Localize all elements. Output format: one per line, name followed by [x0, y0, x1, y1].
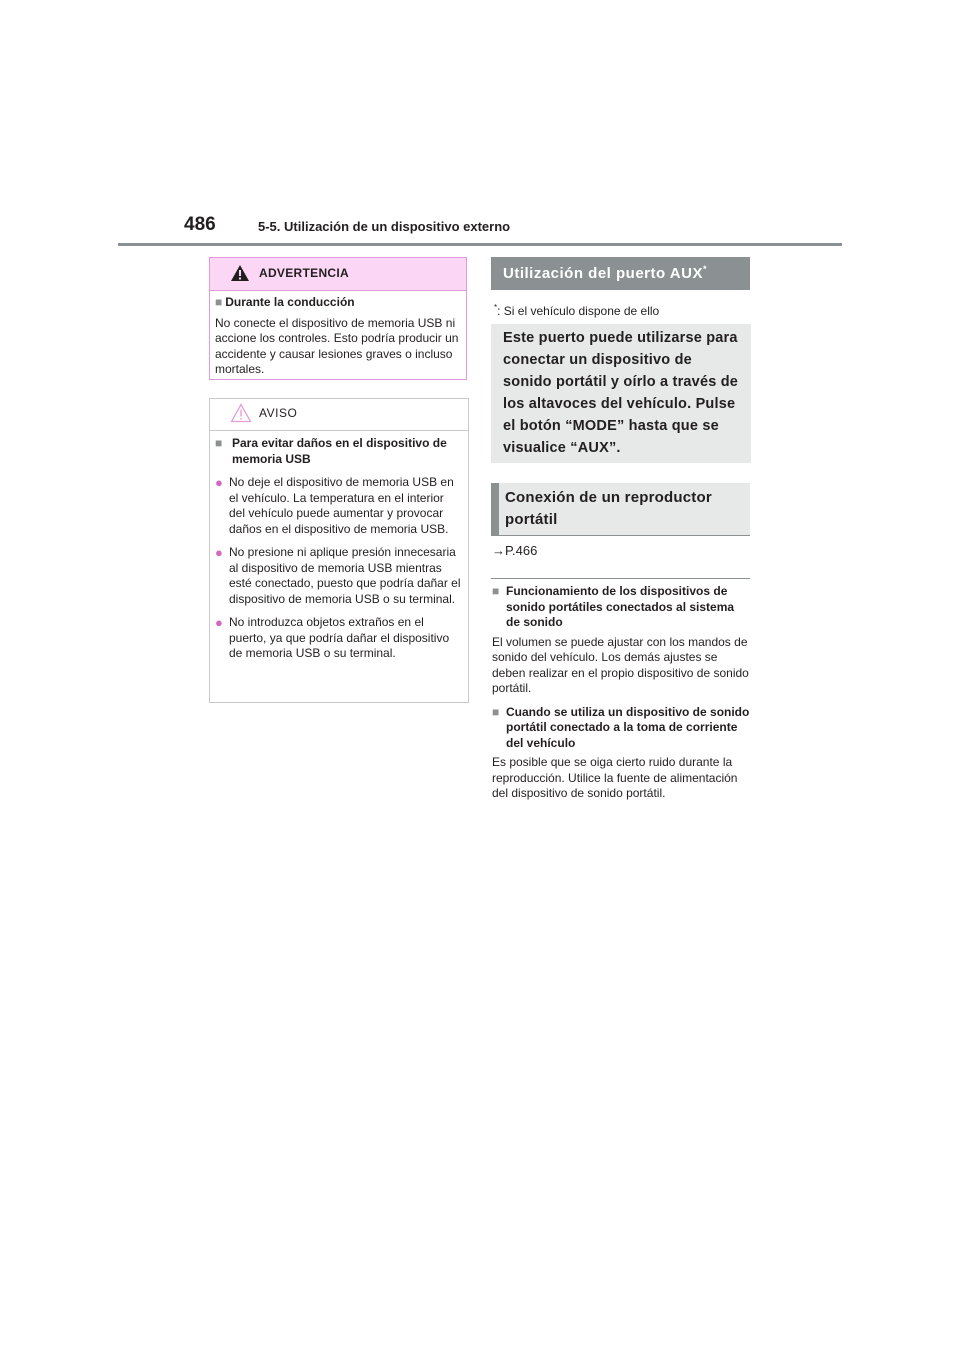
- notes-list: [492, 584, 750, 810]
- aux-section-title: Utilización del puerto AUX*: [503, 264, 707, 282]
- notice-title: AVISO: [259, 406, 298, 420]
- caution-triangle-icon: [230, 403, 252, 428]
- round-bullet-icon: ●: [215, 615, 223, 630]
- header-divider: [118, 243, 842, 246]
- notes-divider: [491, 578, 750, 579]
- notice-heading: ■ Para evitar daños en el dispositivo de memoria USB: [215, 436, 447, 466]
- warning-text: No conecte el dispositivo de memoria USB ni accione los controles. Esto podría producir un accidente y causar lesiones graves o incluso mortales.: [215, 315, 459, 376]
- page-reference-link[interactable]: →P.466: [492, 543, 538, 558]
- aux-section-banner: [491, 257, 750, 290]
- connect-section-header: [491, 483, 750, 536]
- aux-intro-box: [491, 324, 751, 463]
- warning-title: ADVERTENCIA: [259, 266, 349, 280]
- note-text: Es posible que se oiga cierto ruido durante la reproducción. Utilice la fuente de alimentación del dispositivo de sonido portátil.: [492, 755, 738, 800]
- square-bullet-icon: ■: [492, 584, 500, 598]
- note-heading: ■ Cuando se utiliza un dispositivo de sonido portátil conectado a la toma de corriente del vehículo: [492, 704, 750, 750]
- square-bullet-icon: ■: [215, 436, 223, 450]
- footnote: *: Si el vehículo dispone de ello: [494, 303, 660, 318]
- square-bullet-icon: ■: [492, 704, 500, 719]
- warning-box: [209, 257, 467, 380]
- warning-heading: ■ Durante la conducción: [215, 295, 355, 309]
- section-title: 5-5. Utilización de un dispositivo externo: [258, 219, 511, 234]
- round-bullet-icon: ●: [215, 545, 223, 560]
- note-heading: ■ Funcionamiento de los dispositivos de sonido portátiles conectados al sistema de sonido: [492, 584, 735, 629]
- page-number: 486: [184, 214, 216, 235]
- notice-item: ● No deje el dispositivo de memoria USB en el vehículo. La temperatura en el interior del vehículo puede aumentar y provocar daños en el dispositivo de memoria USB.: [215, 475, 454, 536]
- warning-header: [210, 258, 466, 291]
- note-text: El volumen se puede ajustar con los mandos de sonido del vehículo. Los demás ajustes se deben realizar en el propio dispositivo de sonido portátil.: [492, 634, 749, 695]
- warning-triangle-icon: [230, 264, 250, 287]
- notice-item: ● No introduzca objetos extraños en el puerto, ya que podría dañar el dispositivo de memoria USB o su terminal.: [215, 615, 450, 660]
- notice-header: [210, 399, 468, 431]
- notice-box: [209, 398, 469, 703]
- round-bullet-icon: ●: [215, 475, 223, 490]
- connect-section-title: Conexión de un reproductor portátil: [505, 489, 712, 528]
- aux-intro-text: Este puerto puede utilizarse para conectar un dispositivo de sonido portátil y oírlo a través de los altavoces del vehículo. Pulse el botón “MODE” hasta que se visualice “AUX”.: [503, 330, 739, 456]
- square-bullet-icon: ■: [215, 295, 223, 309]
- notice-item: ● No presione ni aplique presión innecesaria al dispositivo de memoria USB mientras esté conectado, puesto que podría dañar el dispositivo de memoria USB o su terminal.: [215, 545, 461, 606]
- subhead-accent-bar: [491, 483, 499, 535]
